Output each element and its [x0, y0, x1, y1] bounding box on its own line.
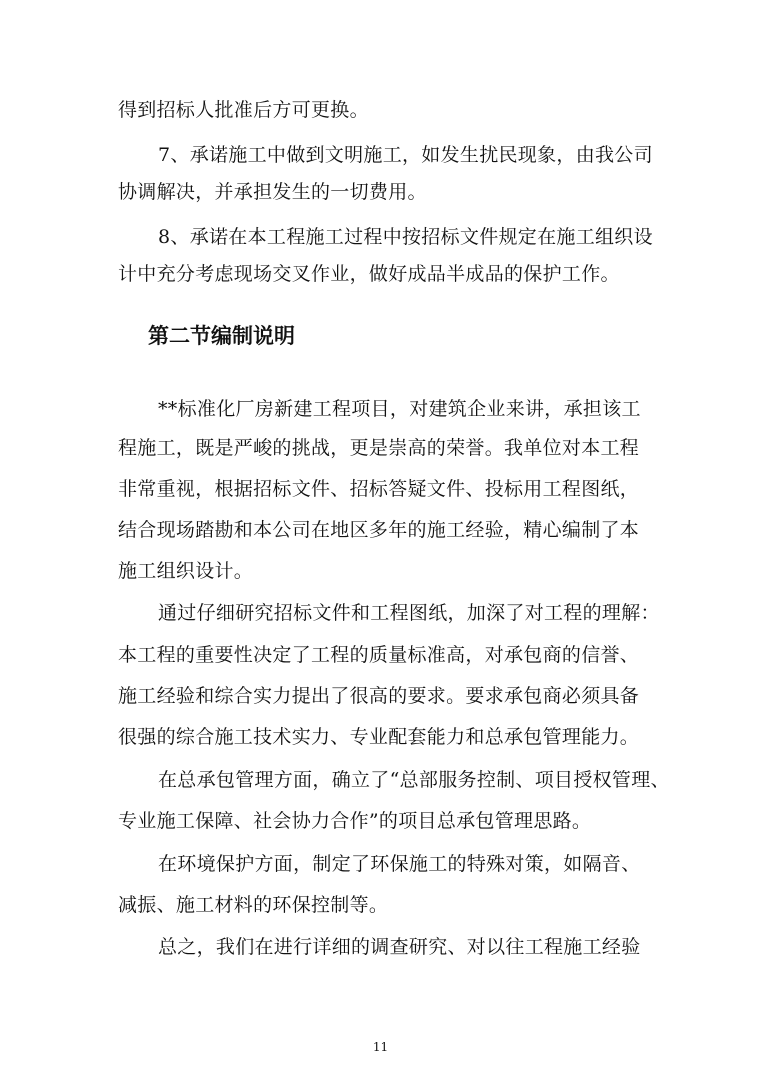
text-line: 专业施工保障、社会协力合作”的项目总承包管理思路。: [118, 810, 592, 832]
text-line: 施工组织设计。: [118, 560, 254, 582]
text-line: 8、承诺在本工程施工过程中按招标文件规定在施工组织设: [158, 226, 653, 248]
text-line: 总之，我们在进行详细的调查研究、对以往工程施工经验: [158, 936, 641, 958]
text-line: 很强的综合施工技术实力、专业配套能力和总承包管理能力。: [118, 726, 640, 748]
section-title: 第二节编制说明: [148, 323, 295, 348]
text-line: 结合现场踏勘和本公司在地区多年的施工经验，精心编制了本: [118, 519, 640, 541]
page-number: 11: [372, 1040, 389, 1054]
text-line: 施工经验和综合实力提出了很高的要求。要求承包商必须具备: [118, 685, 640, 707]
text-line: 在环境保护方面，制定了环保施工的特殊对策，如隔音、: [158, 853, 641, 875]
text-line: 本工程的重要性决定了工程的质量标准高，对承包商的信誉、: [118, 644, 640, 666]
text-line: 计中充分考虑现场交叉作业，做好成品半成品的保护工作。: [118, 263, 620, 285]
text-line: 协调解决，并承担发生的一切费用。: [118, 181, 427, 203]
text-line: 7、承诺施工中做到文明施工，如发生扰民现象，由我公司: [158, 144, 653, 166]
text-line: 得到招标人批准后方可更换。: [118, 99, 369, 121]
text-line: 程施工，既是严峻的挑战，更是崇高的荣誉。我单位对本工程: [118, 437, 640, 459]
text-line: **标准化厂房新建工程项目，对建筑企业来讲，承担该工: [158, 398, 641, 420]
text-line: 减振、施工材料的环保控制等。: [118, 894, 389, 916]
text-line: 非常重视，根据招标文件、招标答疑文件、投标用工程图纸，: [118, 478, 640, 500]
text-line: 在总承包管理方面，确立了“总部服务控制、项目授权管理、: [158, 769, 670, 791]
text-line: 通过仔细研究招标文件和工程图纸，加深了对工程的理解：: [158, 602, 660, 624]
